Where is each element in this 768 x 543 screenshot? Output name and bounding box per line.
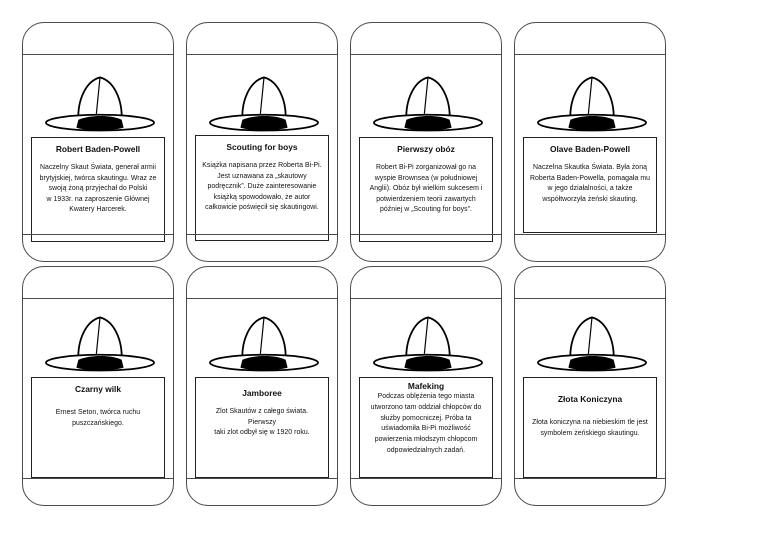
card-top-divider — [187, 54, 337, 55]
card-title: Czarny wilk — [74, 384, 122, 394]
card-top-divider — [515, 54, 665, 55]
card-title: Jamboree — [242, 388, 282, 398]
card-description: Naczelna Skautka Świata. Była żoną Roberta Baden-Powella, pomagała mu w jego działalności, a także współtworzyła żeński skauting. — [529, 164, 651, 203]
scout-hat-icon — [533, 71, 651, 133]
card-bottom-divider — [187, 478, 337, 479]
scout-hat-icon — [369, 71, 487, 133]
scout-hat-icon — [205, 311, 323, 373]
card-textbox — [195, 135, 329, 241]
card-bottom-divider — [515, 478, 665, 479]
card-pierwszy-oboz — [350, 22, 502, 262]
card-title: Olave Baden-Powell — [549, 144, 631, 154]
card-bottom-divider — [351, 234, 501, 235]
card-bottom-divider — [515, 234, 665, 235]
card-description: Ernest Seton, twórca ruchu puszczańskiego. — [55, 409, 141, 427]
card-top-divider — [351, 298, 501, 299]
card-textbox — [31, 377, 165, 478]
card-scouting-for-boys — [186, 22, 338, 262]
scout-hat-icon — [369, 311, 487, 373]
card-mafeking — [350, 266, 502, 506]
card-textbox — [195, 377, 329, 478]
scout-hat-icon — [205, 71, 323, 133]
card-textbox — [31, 137, 165, 242]
card-bottom-divider — [187, 234, 337, 235]
card-description: Naczelny Skaut Świata, generał armii brytyjskiej, twórca skautingu. Wraz ze swoją żoną przyjechał do Polski w 1933r. na zaproszenie Głównej Kwatery Harcerek. — [39, 164, 157, 214]
card-top-divider — [23, 298, 173, 299]
card-title: Robert Baden-Powell — [55, 144, 141, 154]
card-textbox — [523, 137, 657, 233]
scout-hat-icon — [533, 311, 651, 373]
card-czarny-wilk — [22, 266, 174, 506]
scout-hat-icon — [41, 311, 159, 373]
card-textbox — [359, 377, 493, 478]
card-zlota-koniczyna — [514, 266, 666, 506]
card-description: Robert Bi-Pi zorganizował go na wyspie Brownsea (w południowej Anglii). Obóz był wielkim sukcesem i potwierdzeniem teorii zawartych później w „Scouting for boys”. — [369, 164, 483, 214]
card-jamboree — [186, 266, 338, 506]
card-top-divider — [351, 54, 501, 55]
card-robert-baden-powell — [22, 22, 174, 262]
card-title: Scouting for boys — [226, 142, 298, 152]
card-bottom-divider — [351, 478, 501, 479]
card-bottom-divider — [23, 478, 173, 479]
card-title: Pierwszy obóz — [397, 144, 455, 154]
card-description: Książka napisana przez Roberta Bi-Pi. Jest uznawana za „skautowy podręcznik”. Duże zainteresowanie książką spowodowało, że autor całkowicie poświęcił się skautingowi. — [202, 162, 322, 212]
card-textbox — [359, 137, 493, 242]
card-top-divider — [515, 298, 665, 299]
card-textbox — [523, 377, 657, 478]
card-description: Złota koniczyna na niebieskim tle jest symbolem żeńskiego skautingu. — [532, 419, 648, 437]
card-top-divider — [187, 298, 337, 299]
card-bottom-divider — [23, 234, 173, 235]
card-description: Zlot Skautów z całego świata. Pierwszy taki zlot odbył się w 1920 roku. — [214, 408, 310, 437]
card-description: Podczas oblężenia tego miasta utworzono tam oddział chłopców do służby pomocniczej. Próba ta uświadomiła Bi-Pi możliwość powierzenia młodszym chłopcom odpowiedzialnych zadań. — [370, 393, 482, 454]
card-title: Złota Koniczyna — [557, 394, 623, 404]
scout-hat-icon — [41, 71, 159, 133]
card-title: Mafeking — [407, 381, 445, 391]
card-top-divider — [23, 54, 173, 55]
card-olave-baden-powell — [514, 22, 666, 262]
